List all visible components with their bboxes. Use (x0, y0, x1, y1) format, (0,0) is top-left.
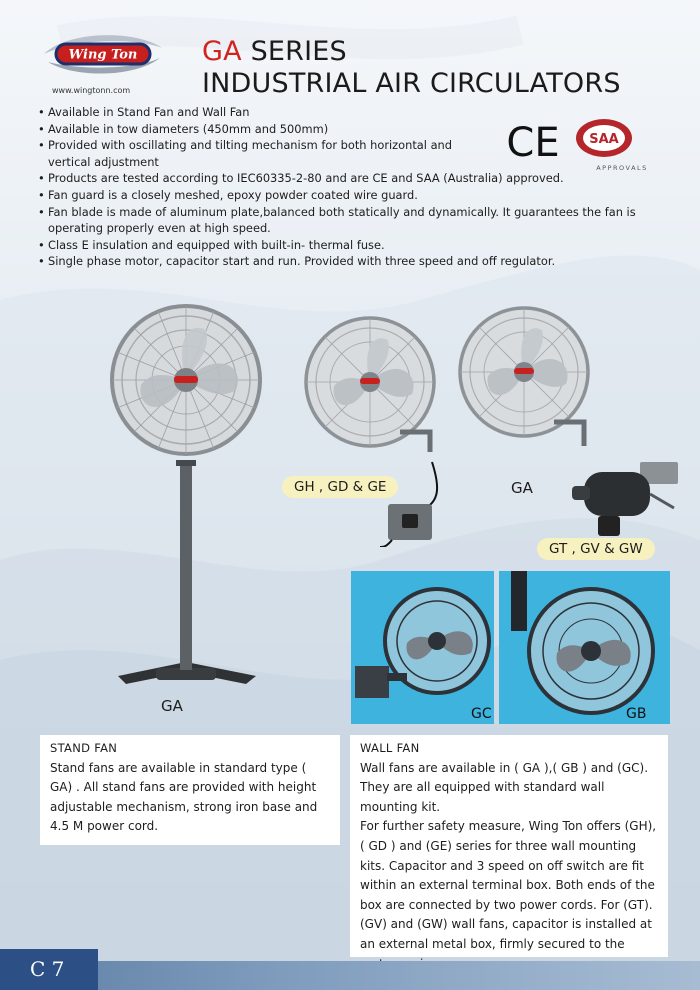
page-title (202, 36, 621, 100)
wall-fan-body-2: For further safety measure, Wing Ton offers (GH), ( GD ) and (GE) series for three wall mounting kits. Capacitor and 3 speed on off switch are fit within an external terminal box. Both ends of the box are connected by two power cords. For (GT). (GV) and (GW) wall fans, capacitor is installed at an external metal box, firmly secured to the (360, 819, 657, 951)
title-line2: INDUSTRIAL AIR CIRCULATORS (202, 68, 621, 99)
saa-text: SAA (589, 132, 619, 147)
wall-fan-body-1: Wall fans are available in ( GA ),( GB ) and (GC). They are all equipped with standard wall mounting kit. (360, 760, 649, 814)
stand-fan-info-box (40, 735, 340, 845)
stand-fan-label: GA (161, 697, 183, 715)
feature-item: • Available in tow diameters (450mm and 500mm) (36, 121, 666, 138)
ce-text: CE (506, 120, 560, 162)
feature-item: • Provided with oscillating and tilting mechanism for both horizontal and vertical adjustment (36, 137, 488, 170)
wall-fan-gh-gd-ge-image (300, 312, 450, 547)
footer-band (0, 961, 700, 990)
wall-fan-gb-illustration (499, 571, 670, 724)
photo-gb-label: GB (626, 706, 647, 722)
wall-fan-gb-photo (499, 571, 670, 724)
feature-item: • Class E insulation and equipped with built-in- thermal fuse. (36, 237, 666, 254)
photo-gc-label: GC (471, 706, 492, 722)
stand-fan-body: Stand fans are available in standard type ( GA) . All stand fans are provided with height adjustable mechanism, strong iron base and 4.5 M power cord. (50, 760, 318, 834)
wall-fan-ga-label: GA (511, 479, 533, 497)
saa-approval-icon (572, 116, 662, 174)
feature-item: • Single phase motor, capacitor start and run. Provided with three speed and off regulator. (36, 253, 666, 270)
wall-fan-ga-image (458, 296, 598, 476)
wall-fan-gc-illustration (351, 571, 494, 724)
website-url[interactable]: www.wingtonn.com (52, 86, 131, 95)
wall-fan-gc-photo (351, 571, 494, 724)
motor-gt-gv-gw-image (562, 458, 682, 540)
motor-gt-gv-gw-label: GT , GV & GW (537, 538, 655, 560)
wall-fan-info-box (350, 735, 668, 957)
wington-logo (38, 24, 168, 84)
saa-sub-text: APPROVALS (596, 164, 648, 172)
feature-item: • Fan guard is a closely meshed, epoxy powder coated wire guard. (36, 187, 666, 204)
feature-item: • Fan blade is made of aluminum plate,balanced both statically and dynamically. It guarantees the fan is operating properly even at high speed. (36, 204, 666, 237)
stand-fan-heading: STAND FAN (50, 741, 118, 755)
page-code: C 7 (0, 949, 98, 990)
title-series-prefix: GA (202, 36, 242, 67)
logo-text: Wing Ton (68, 47, 138, 63)
wall-fan-heading: WALL FAN (360, 741, 420, 755)
wall-fan-gh-gd-ge-label: GH , GD & GE (282, 476, 398, 498)
ce-mark-icon (504, 118, 562, 162)
stand-fan-image (96, 290, 276, 700)
feature-item: • Products are tested according to IEC60335-2-80 and are CE and SAA (Australia) approved. (36, 170, 666, 187)
feature-item: • Available in Stand Fan and Wall Fan (36, 104, 666, 121)
title-series-suffix: SERIES (241, 36, 347, 67)
